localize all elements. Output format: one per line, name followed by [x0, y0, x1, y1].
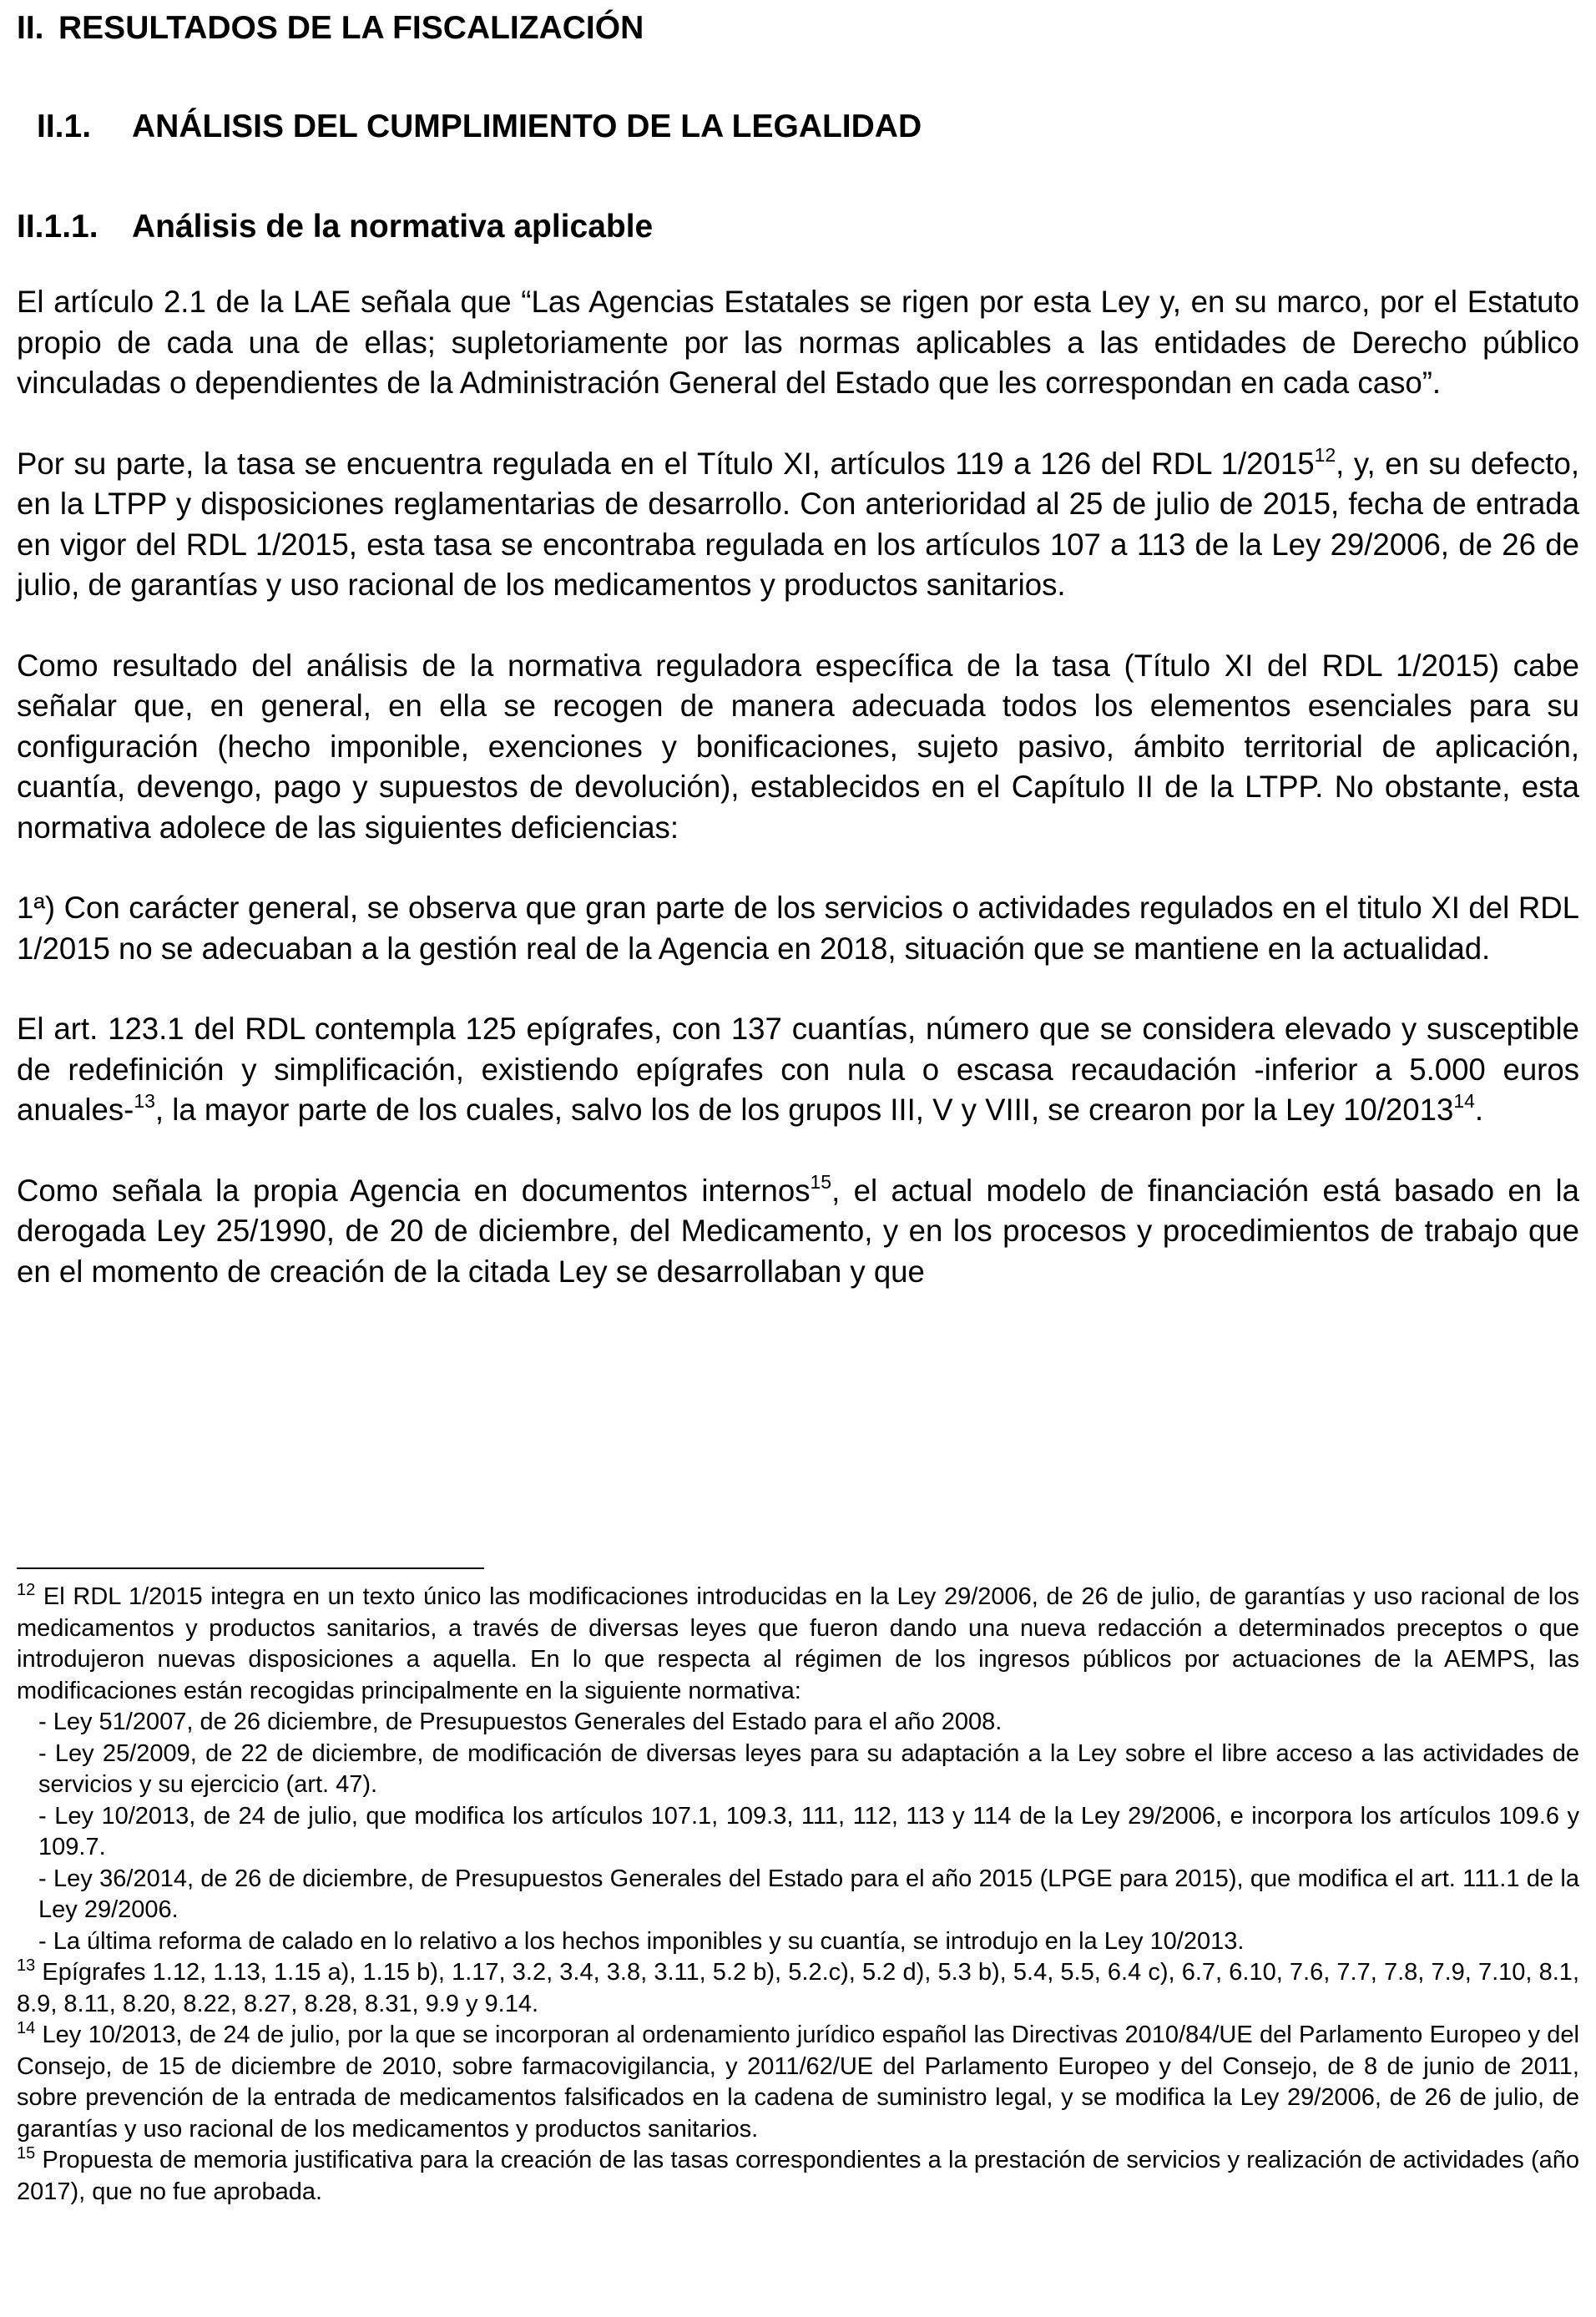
- footnote-13: [17, 1957, 1579, 2020]
- section-heading: [17, 7, 644, 50]
- footnote-ref-12[interactable]: 12: [1314, 443, 1336, 466]
- body-text: [17, 282, 1579, 1332]
- paragraph-text: 1ª) Con carácter general, se observa que gran parte de los servicios o actividades regulados en el titulo XI del RDL 1/2015 no se adecuaban a la gestión real de la Agencia en 2018, situación que se mantiene en la actualidad.: [17, 891, 1579, 966]
- subsection-title: ANÁLISIS DEL CUMPLIMIENTO DE LA LEGALIDAD: [132, 109, 922, 144]
- paragraph-lae: [17, 282, 1579, 404]
- footnote-ref-15[interactable]: 15: [810, 1170, 832, 1193]
- paragraph-text: Como señala la propia Agencia en documentos internos: [17, 1173, 811, 1208]
- footnote-text: Ley 10/2013, de 24 de julio, por la que se incorporan al ordenamiento jurídico español las Directivas 2010/84/UE del Parlamento Europeo y del Consejo, de 15 de diciembre de 2010, sobre farmacovigilancia, y 2011/62/UE del Parlamento Europeo y del Consejo, de 8 de junio de 2011, sobre prevención de la entrada de medicamentos falsificados en la cadena de suministro legal, y se modifica la Ley 29/2006, de 26 de julio, de garantías y uso racional de los medicamentos y productos sanitarios.: [17, 2022, 1579, 2143]
- subsubsection-number: II.1.1.: [17, 209, 98, 245]
- paragraph-text: , la mayor parte de los cuales, salvo los de los grupos III, V y VIII, se crearon por la Ley 10/2013: [154, 1093, 1454, 1127]
- paragraph-text: , y, en su defecto, en la LTPP y disposiciones reglamentarias de desarrollo. Con anterioridad al 25 de julio de 2015, fecha de entrada en vigor del RDL 1/2015, esta tasa se encontraba regulada en los artículos 107 a 113 de la Ley 29/2006, de 26 de julio, de garantías y uso racional de los medicamentos y productos sanitarios.: [17, 446, 1579, 602]
- footnote-list-item: - Ley 36/2014, de 26 de diciembre, de Presupuestos Generales del Estado para el año 2015 (LPGE para 2015), que modifica el art. 111.1 de la Ley 29/2006.: [38, 1865, 1579, 1923]
- footnote-14: [17, 2020, 1579, 2145]
- footnote-12: [17, 1582, 1579, 1707]
- footnote-number: 12: [17, 1581, 36, 1599]
- footnote-text: Epígrafes 1.12, 1.13, 1.15 a), 1.15 b), 1.17, 3.2, 3.4, 3.8, 3.11, 5.2 b), 5.2.c), 5.2 d), 5.3 b), 5.4, 5.5, 6.4 c), 6.7, 6.10, 7.6, 7.7, 7.8, 7.9, 7.10, 8.1, 8.9, 8.11, 8.20, 8.22, 8.27, 8.28, 8.31, 9.9 y 9.14.: [17, 1959, 1579, 2017]
- footnote-list-item: - Ley 51/2007, de 26 diciembre, de Presupuestos Generales del Estado para el año 2008.: [38, 1709, 1003, 1735]
- footnote-number: 15: [17, 2144, 36, 2163]
- subsection-heading: [37, 105, 922, 149]
- footnote-text: El RDL 1/2015 integra en un texto único las modificaciones introducidas en la Ley 29/2006, de 26 de julio, de garantías y uso racional de los medicamentos y productos sanitarios, a través de diversas leyes que fueron dando una nueva redacción a determinados preceptos o que introdujeron nuevas disposiciones a aquella. En lo que respecta al régimen de los ingresos públicos por actuaciones de la AEMPS, las modificaciones están recogidas principalmente en la siguiente normativa:: [17, 1583, 1579, 1704]
- paragraph-text: El artículo 2.1 de la LAE señala que “Las Agencias Estatales se rigen por esta Ley y, en su marco, por el Estatuto propio de cada una de ellas; supletoriamente por las normas aplicables a las entidades de Derecho público vinculadas o dependientes de la Administración General del Estado que les correspondan en cada caso”.: [17, 285, 1579, 400]
- footnote-list-item: - Ley 25/2009, de 22 de diciembre, de modificación de diversas leyes para su adaptación a la Ley sobre el libre acceso a las actividades de servicios y su ejercicio (art. 47).: [38, 1739, 1579, 1798]
- footnote-number: 13: [17, 1956, 36, 1975]
- footnote-number: 14: [17, 2019, 36, 2037]
- footnote-list-item: - Ley 10/2013, de 24 de julio, que modifica los artículos 107.1, 109.3, 111, 112, 113 y 114 de la Ley 29/2006, e incorpora los artículos 109.6 y 109.7.: [38, 1802, 1579, 1860]
- footnotes: [17, 1582, 1579, 2208]
- footnote-separator: [17, 1567, 484, 1569]
- paragraph-epigrafes: [17, 1009, 1579, 1131]
- footnote-ref-13[interactable]: 13: [134, 1090, 155, 1112]
- footnote-text: Propuesta de memoria justificativa para la creación de las tasas correspondientes a la prestación de servicios y realización de actividades (año 2017), que no fue aprobada.: [17, 2147, 1579, 2205]
- paragraph-analisis-normativa: [17, 646, 1579, 849]
- paragraph-text: Por su parte, la tasa se encuentra regulada en el Título XI, artículos 119 a 126 del RDL 1/2015: [17, 446, 1315, 481]
- footnote-12-list: [17, 1707, 1579, 1957]
- subsubsection-heading: [17, 205, 653, 249]
- footnote-list-item: - La última reforma de calado en lo relativo a los hechos imponibles y su cuantía, se introdujo en la Ley 10/2013.: [38, 1927, 1245, 1955]
- footnote-15: [17, 2145, 1579, 2208]
- paragraph-text: El art. 123.1 del RDL contempla 125 epígrafes, con 137 cuantías, número que se considera elevado y susceptible de redefinición y simplificación, existiendo epígrafes con nula o escasa recaudación -inferior a 5.000 euros anuales-: [17, 1012, 1579, 1127]
- section-title: RESULTADOS DE LA FISCALIZACIÓN: [58, 10, 644, 46]
- paragraph-modelo-financiacion: [17, 1171, 1579, 1293]
- footnote-ref-14[interactable]: 14: [1453, 1090, 1475, 1112]
- paragraph-tasa-regulacion: [17, 444, 1579, 606]
- paragraph-text: .: [1474, 1093, 1484, 1127]
- subsection-number: II.1.: [37, 109, 92, 144]
- paragraph-text: Como resultado del análisis de la normativa reguladora específica de la tasa (Título XI del RDL 1/2015) cabe señalar que, en general, en ella se recogen de manera adecuada todos los elementos esenciales para su configuración (hecho imponible, exenciones y bonificaciones, sujeto pasivo, ámbito territorial de aplicación, cuantía, devengo, pago y supuestos de devolución), establecidos en el Capítulo II de la LTPP. No obstante, esta normativa adolece de las siguientes deficiencias:: [17, 648, 1579, 845]
- section-number: II.: [17, 10, 44, 46]
- paragraph-text: , el actual modelo de financiación está basado en la derogada Ley 25/1990, de 20 de diciembre, del Medicamento, y en los procesos y procedimientos de trabajo que en el momento de creación de la citada Ley se desarrollaban y que: [17, 1173, 1579, 1289]
- subsubsection-title: Análisis de la normativa aplicable: [132, 209, 654, 245]
- paragraph-deficiencia-1: [17, 888, 1579, 969]
